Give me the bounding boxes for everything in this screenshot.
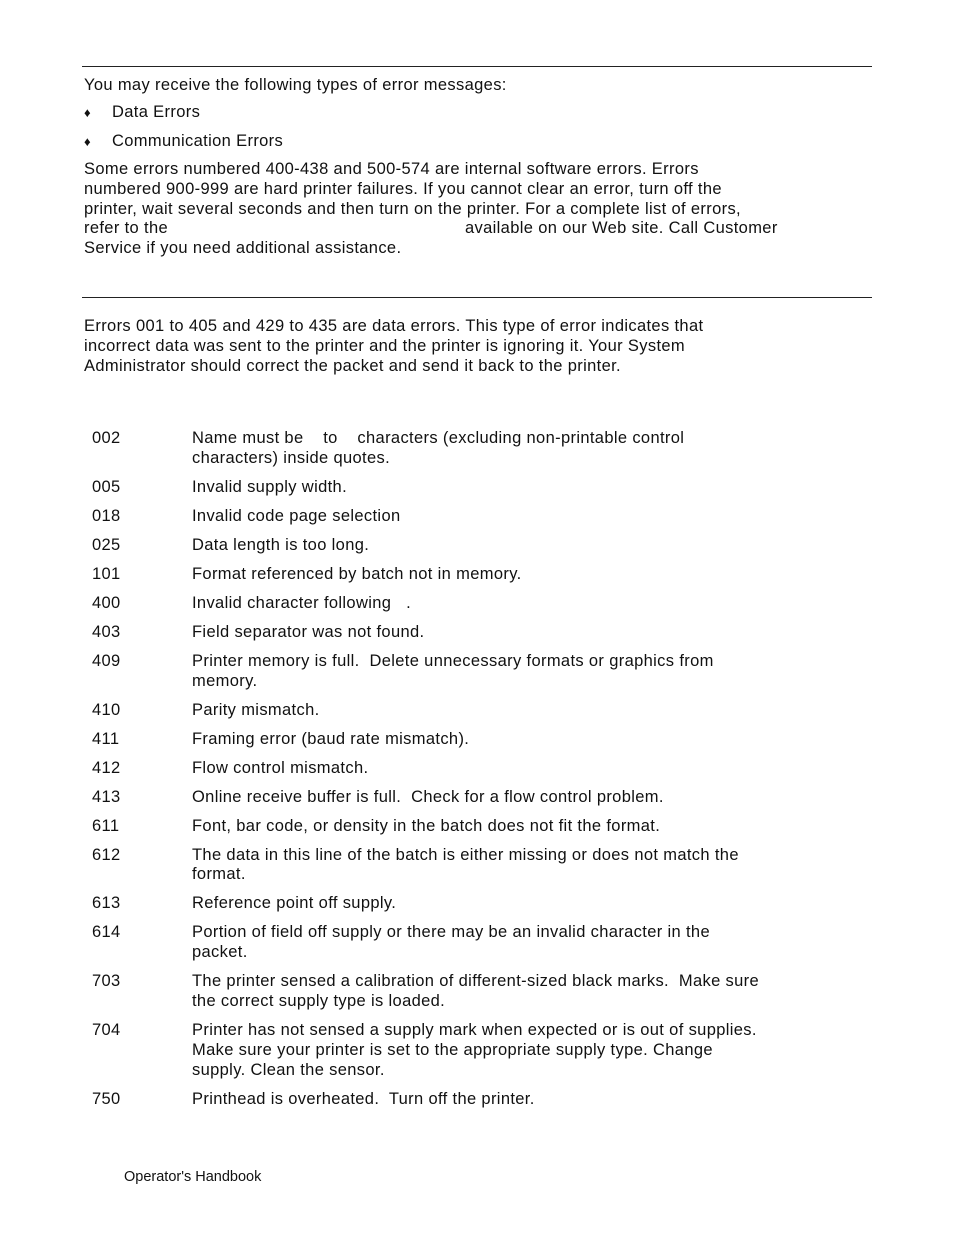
error-description-line: The printer sensed a calibration of different-sized black marks. Make sure xyxy=(192,972,760,991)
error-description-line: Invalid character following . xyxy=(192,593,412,612)
error-code: 403 xyxy=(92,622,121,641)
error-description xyxy=(192,730,852,750)
error-description-line: Make sure your printer is set to the appropriate supply type. Change xyxy=(192,1040,713,1059)
error-code: 613 xyxy=(92,894,121,913)
error-description xyxy=(192,701,852,721)
section-rule xyxy=(82,297,872,298)
error-description xyxy=(192,429,852,469)
error-description-line: Framing error (baud rate mismatch). xyxy=(192,729,470,748)
error-description-line: memory. xyxy=(192,671,258,690)
error-description-line: Printer memory is full. Delete unnecessary formats or graphics from xyxy=(192,651,714,670)
bullet-label: Communication Errors xyxy=(112,132,284,150)
error-code: 413 xyxy=(92,787,121,806)
bullet-data-errors xyxy=(84,102,200,123)
error-code: 611 xyxy=(92,816,120,835)
error-description xyxy=(192,759,852,779)
footer-title: Operator's Handbook xyxy=(124,1169,262,1185)
error-description-line: supply. Clean the sensor. xyxy=(192,1060,385,1079)
error-description-line: packet. xyxy=(192,943,248,962)
intro-body-fragment: available on our Web site. Call Customer xyxy=(465,219,778,238)
error-code: 704 xyxy=(92,1021,121,1039)
error-code: 018 xyxy=(92,506,121,525)
error-description-line: Data length is too long. xyxy=(192,535,370,554)
error-description-line: Online receive buffer is full. Check for a flow control problem. xyxy=(192,787,664,806)
intro-body-line xyxy=(84,219,854,239)
intro-body-line: printer, wait several seconds and then turn on the printer. For a complete list of errors, xyxy=(84,199,741,218)
error-code: 002 xyxy=(92,429,121,447)
error-description xyxy=(192,1021,852,1080)
intro-body-line: numbered 900-999 are hard printer failures. If you cannot clear an error, turn off the xyxy=(84,179,722,198)
error-description-line: Reference point off supply. xyxy=(192,894,397,913)
error-code: 703 xyxy=(92,972,121,991)
intro-body xyxy=(84,160,854,259)
error-code: 400 xyxy=(92,593,121,612)
error-description xyxy=(192,507,852,527)
error-description xyxy=(192,923,852,963)
error-code: 101 xyxy=(92,564,121,583)
intro-lead: You may receive the following types of error messages: xyxy=(84,76,507,94)
error-description-line: Name must be to characters (excluding non-printable control xyxy=(192,429,685,447)
data-errors-line: incorrect data was sent to the printer and the printer is ignoring it. Your System xyxy=(84,336,686,355)
error-code: 410 xyxy=(92,700,121,719)
error-description xyxy=(192,788,852,808)
error-code: 409 xyxy=(92,651,121,670)
error-description-line: format. xyxy=(192,865,246,884)
error-description xyxy=(192,817,852,837)
error-description-line: Parity mismatch. xyxy=(192,700,320,719)
error-description-line: Portion of field off supply or there may be an invalid character in the xyxy=(192,923,710,942)
error-code: 612 xyxy=(92,845,121,864)
error-description-line: Format referenced by batch not in memory. xyxy=(192,564,522,583)
error-description-line: Flow control mismatch. xyxy=(192,758,369,777)
intro-body-fragment: refer to the xyxy=(84,219,168,238)
error-code: 005 xyxy=(92,477,121,496)
intro-body-line: Service if you need additional assistance. xyxy=(84,239,402,258)
error-description xyxy=(192,536,852,556)
intro-body-line: Some errors numbered 400-438 and 500-574 are internal software errors. Errors xyxy=(84,160,699,178)
error-description-line: Printer has not sensed a supply mark when expected or is out of supplies. xyxy=(192,1021,757,1039)
error-description xyxy=(192,478,852,498)
error-description xyxy=(192,894,852,914)
bullet-label: Data Errors xyxy=(112,103,201,121)
error-code: 025 xyxy=(92,535,121,554)
diamond-bullet-icon: ♦ xyxy=(84,105,91,120)
error-description-line: characters) inside quotes. xyxy=(192,448,391,467)
error-description xyxy=(192,594,852,614)
top-rule xyxy=(82,66,872,67)
bullet-communication-errors xyxy=(84,131,283,152)
error-description xyxy=(192,1090,852,1110)
error-description xyxy=(192,846,852,886)
data-errors-line: Errors 001 to 405 and 429 to 435 are data errors. This type of error indicates that xyxy=(84,317,704,335)
error-description-line: Printhead is overheated. Turn off the printer. xyxy=(192,1089,535,1108)
error-description-line: Invalid code page selection xyxy=(192,506,401,525)
error-code: 614 xyxy=(92,923,121,942)
data-errors-paragraph xyxy=(84,317,854,376)
error-description xyxy=(192,565,852,585)
error-code: 411 xyxy=(92,729,120,748)
error-description-line: Field separator was not found. xyxy=(192,622,425,641)
error-description-line: Invalid supply width. xyxy=(192,477,348,496)
error-code: 412 xyxy=(92,758,121,777)
error-description xyxy=(192,652,852,692)
error-description xyxy=(192,623,852,643)
error-description-line: Font, bar code, or density in the batch does not fit the format. xyxy=(192,816,661,835)
data-errors-line: Administrator should correct the packet and send it back to the printer. xyxy=(84,356,621,375)
error-description xyxy=(192,972,852,1012)
error-description-line: the correct supply type is loaded. xyxy=(192,991,446,1010)
error-code: 750 xyxy=(92,1089,121,1108)
error-description-line: The data in this line of the batch is either missing or does not match the xyxy=(192,845,739,864)
diamond-bullet-icon: ♦ xyxy=(84,134,91,149)
